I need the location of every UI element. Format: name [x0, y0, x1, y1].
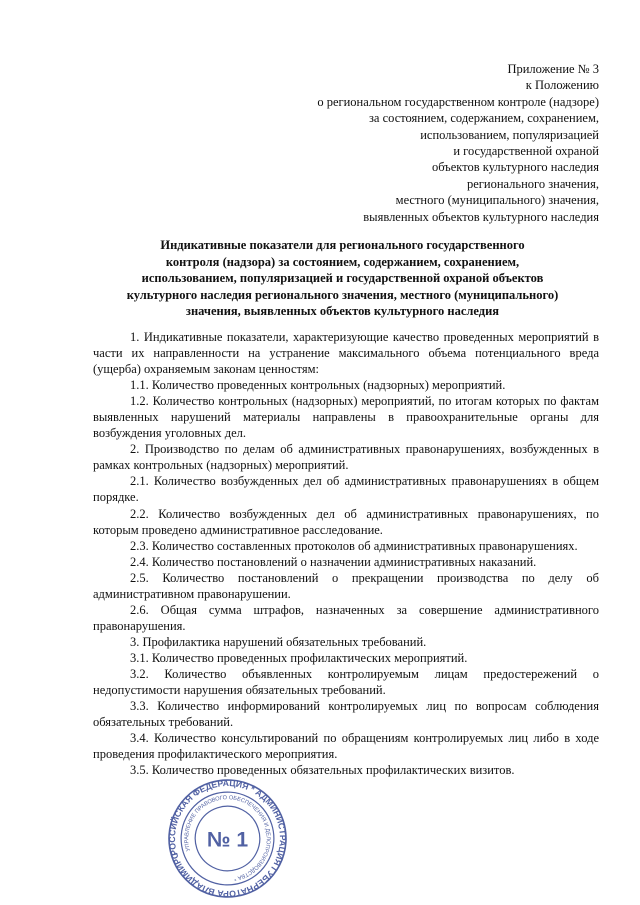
paragraph: 3.3. Количество информирований контролируемых лиц по вопросам соблюдения обязательных требований. [93, 699, 599, 730]
document-title [80, 237, 605, 320]
stamp-outer-text: РОССИЙСКАЯ ФЕДЕРАЦИЯ * АДМИНИСТРАЦИЯ ГУБЕРНАТОРА ВЛАДИМИРСКОЙ [167, 778, 288, 899]
stamp-number: № 1 [206, 828, 249, 852]
appendix-line: местного (муниципального) значения, [395, 193, 599, 208]
paragraph: 2.1. Количество возбужденных дел об административных правонарушениях в общем порядке. [93, 474, 599, 505]
appendix-line: за состоянием, содержанием, сохранением, [368, 111, 599, 126]
paragraph: 1.1. Количество проведенных контрольных (надзорных) мероприятий. [130, 378, 506, 393]
title-line: контроля (надзора) за состоянием, содержанием, сохранением, [165, 254, 520, 269]
paragraph: 2. Производство по делам об административных правонарушениях, возбужденных в рамках контрольных (надзорных) мероприятий. [93, 442, 599, 473]
paragraph: 2.5. Количество постановлений о прекращении производства по делу об административном правонарушении. [93, 570, 599, 601]
appendix-line: объектов культурного наследия [432, 160, 599, 175]
appendix-line: Приложение № 3 [507, 62, 599, 76]
stamp-outer-ring [167, 778, 288, 899]
appendix-line: о региональном государственном контроле (надзоре) [317, 94, 599, 109]
official-stamp [167, 778, 288, 899]
paragraph: 1. Индикативные показатели, характеризующие качество проведенных мероприятий в части их направленности на устранение максимального объема потенциального вреда (ущерба) охраняемым законам ценностям: [93, 330, 599, 377]
paragraph: 3.4. Количество консультирований по обращениям контролируемых лиц либо в ходе проведения профилактического мероприятия. [93, 731, 599, 762]
title-line: культурного наследия регионального значения, местного (муниципального) [126, 287, 559, 302]
appendix-line: к Положению [525, 78, 599, 93]
stamp-middle-ring [169, 780, 286, 897]
appendix-header [199, 61, 599, 225]
appendix-line: и государственной охраной [453, 144, 599, 159]
paragraph: 2.3. Количество составленных протоколов об административных правонарушениях. [130, 538, 578, 553]
stamp-inner-ring [187, 798, 268, 879]
stamp-inner-text: УПРАВЛЕНИЕ ПРАВОВОГО ОБЕСПЕЧЕНИЯ И ДЕЛОПРОИЗВОДСТВА * [184, 795, 271, 882]
paragraph: 3.1. Количество проведенных профилактических мероприятий. [130, 650, 468, 665]
paragraph: 1.2. Количество контрольных (надзорных) мероприятий, по итогам которых по фактам выявленных нарушений материалы направлены в правоохранительные органы для возбуждения уголовных дел. [93, 394, 599, 441]
paragraph: 3.2. Количество объявленных контролируемым лицам предостережений о недопустимости нарушения обязательных требований. [93, 666, 599, 698]
title-line: значения, выявленных объектов культурного наследия [185, 304, 500, 318]
paragraph: 3.5. Количество проведенных обязательных профилактических визитов. [130, 763, 515, 778]
document-body [93, 329, 599, 778]
title-line: использованием, популяризацией и государственной охраной объектов [141, 271, 544, 285]
appendix-line: регионального значения, [466, 176, 599, 191]
paragraph: 2.6. Общая сумма штрафов, назначенных за совершение административного правонарушения. [93, 602, 599, 633]
paragraph: 2.4. Количество постановлений о назначении административных наказаний. [130, 554, 537, 569]
paragraph: 3. Профилактика нарушений обязательных требований. [130, 634, 427, 649]
paragraph: 2.2. Количество возбужденных дел об административных правонарушениях, по которым проведено административное расследование. [93, 506, 599, 537]
appendix-line: выявленных объектов культурного наследия [363, 209, 599, 224]
title-line: Индикативные показатели для регионального государственного [160, 238, 525, 252]
appendix-line: использованием, популяризацией [420, 127, 599, 142]
